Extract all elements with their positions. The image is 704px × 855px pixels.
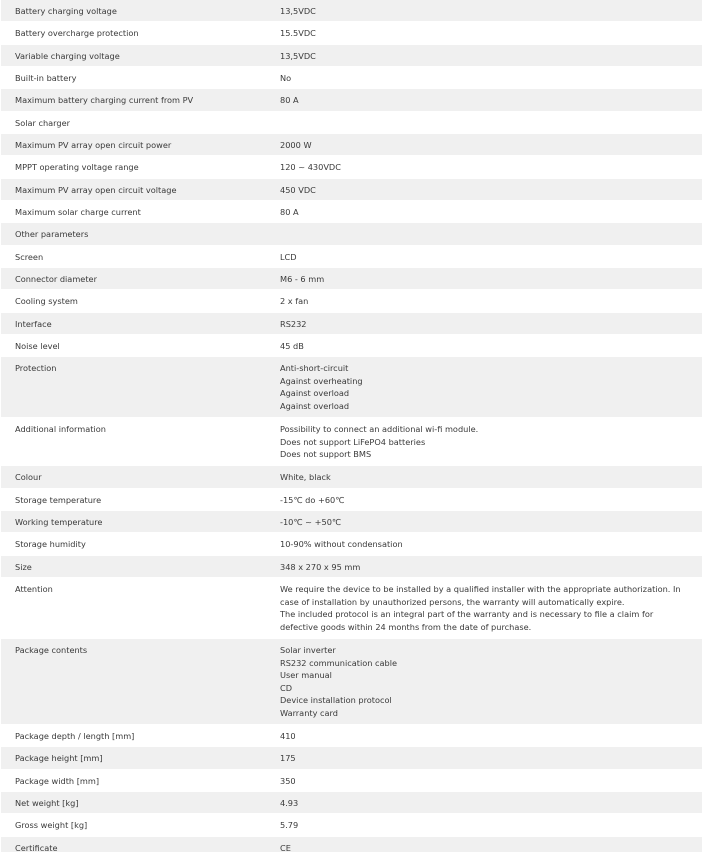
spec-value <box>280 67 702 88</box>
spec-value <box>280 357 702 417</box>
spec-value <box>280 837 702 852</box>
spec-label: Net weight [kg] <box>15 798 79 808</box>
table-row <box>1 556 702 578</box>
spec-value-line: 410 <box>280 731 296 741</box>
spec-label: Package width [mm] <box>15 776 100 786</box>
spec-label: Working temperature <box>15 517 103 527</box>
spec-value-line: 13,5VDC <box>280 6 316 16</box>
spec-value-line: Against overload <box>280 400 350 411</box>
spec-value-line: -15℃ do +60℃ <box>280 495 345 505</box>
spec-label: Screen <box>15 252 44 262</box>
spec-value <box>280 814 702 836</box>
spec-value-line: Anti-short-circuit <box>280 363 349 373</box>
spec-label: Package contents <box>15 645 88 655</box>
spec-value-line: 348 x 270 x 95 mm <box>280 562 361 572</box>
spec-value <box>280 335 702 356</box>
spec-label: Noise level <box>15 341 60 351</box>
table-row <box>1 22 702 45</box>
spec-value-line: M6 - 6 mm <box>280 274 325 284</box>
table-row <box>1 201 702 223</box>
spec-value <box>280 45 702 66</box>
spec-value <box>280 578 702 638</box>
spec-value-line: 175 <box>280 753 296 763</box>
spec-value <box>280 201 702 222</box>
table-row <box>1 511 702 533</box>
spec-label: Built-in battery <box>15 73 77 83</box>
spec-value-line: Warranty card <box>280 707 338 718</box>
spec-value <box>280 0 702 21</box>
spec-value <box>280 134 702 155</box>
spec-value <box>280 489 702 510</box>
spec-label: Attention <box>15 584 53 594</box>
spec-label: Cooling system <box>15 296 78 306</box>
spec-value-line: Device installation protocol <box>280 695 392 706</box>
spec-value-line: RS232 communication cable <box>280 657 398 668</box>
table-row <box>1 837 702 853</box>
spec-label: Protection <box>15 363 57 373</box>
spec-label: Storage humidity <box>15 539 86 549</box>
spec-label: Battery overcharge protection <box>15 28 139 38</box>
spec-value <box>280 89 702 111</box>
spec-label: Maximum battery charging current from PV <box>15 95 194 105</box>
spec-value-line: CE <box>280 843 291 853</box>
spec-value-line: RS232 <box>280 319 307 329</box>
spec-value <box>280 725 702 746</box>
table-row <box>1 223 702 246</box>
spec-value <box>280 466 702 488</box>
spec-label: Maximum PV array open circuit voltage <box>15 185 177 195</box>
spec-value-line: User manual <box>280 670 332 681</box>
spec-value <box>280 418 702 465</box>
table-row <box>1 335 702 357</box>
table-row <box>1 156 702 179</box>
spec-value-line: 2000 W <box>280 140 312 150</box>
spec-label: Other parameters <box>15 229 89 239</box>
spec-value <box>280 268 702 289</box>
spec-label: Certificate <box>15 843 58 853</box>
table-row <box>1 578 702 639</box>
spec-label: Package height [mm] <box>15 753 103 763</box>
table-row <box>1 770 702 792</box>
spec-value <box>280 112 702 133</box>
spec-value <box>280 290 702 312</box>
spec-label: Size <box>15 562 32 572</box>
spec-label: Battery charging voltage <box>15 6 117 16</box>
table-row <box>1 246 702 268</box>
spec-label: Gross weight [kg] <box>15 820 88 830</box>
spec-label: Interface <box>15 319 52 329</box>
spec-label: Maximum PV array open circuit power <box>15 140 172 150</box>
spec-value-line: 5.79 <box>280 820 299 830</box>
spec-value-paragraph: The included protocol is an integral part of the warranty and is necessary to file a claim for defective goods within 24 months from the date of purchase. <box>280 609 654 632</box>
spec-value-line: Does not support LiFePO4 batteries <box>280 436 426 447</box>
spec-value <box>280 313 702 334</box>
spec-value-line: 350 <box>280 776 296 786</box>
table-row <box>1 792 702 814</box>
table-row <box>1 67 702 89</box>
spec-value <box>280 156 702 178</box>
table-row <box>1 179 702 201</box>
spec-value-line: 4.93 <box>280 798 299 808</box>
spec-value <box>280 533 702 555</box>
spec-value-line: 10-90% without condensation <box>280 539 403 549</box>
spec-label: Connector diameter <box>15 274 97 284</box>
spec-value-line: Does not support BMS <box>280 449 372 460</box>
spec-value <box>280 747 702 769</box>
spec-value-line: 2 x fan <box>280 296 309 306</box>
spec-value-line: Solar inverter <box>280 645 336 655</box>
spec-value <box>280 770 702 791</box>
table-row <box>1 313 702 335</box>
table-row <box>1 112 702 134</box>
table-row <box>1 489 702 511</box>
table-row <box>1 290 702 313</box>
table-row <box>1 89 702 112</box>
spec-value-line: 80 A <box>280 95 299 105</box>
spec-label: Package depth / length [mm] <box>15 731 135 741</box>
table-row <box>1 418 702 466</box>
spec-value-line: CD <box>280 682 293 693</box>
table-row <box>1 725 702 747</box>
spec-value-line: 450 VDC <box>280 185 316 195</box>
table-row <box>1 45 702 67</box>
spec-label: Storage temperature <box>15 495 102 505</box>
spec-value <box>280 22 702 44</box>
table-row <box>1 466 702 489</box>
spec-value-line: 120 ~ 430VDC <box>280 162 341 172</box>
spec-value-line: Against overheating <box>280 375 363 386</box>
spec-value-line: No <box>280 73 292 83</box>
spec-label: Maximum solar charge current <box>15 207 141 217</box>
spec-value-line: 15.5VDC <box>280 28 316 38</box>
spec-label: Solar charger <box>15 118 70 128</box>
spec-label: Variable charging voltage <box>15 51 120 61</box>
spec-value <box>280 246 702 267</box>
spec-value-line: 80 A <box>280 207 299 217</box>
spec-value-line: -10℃ ~ +50℃ <box>280 517 342 527</box>
spec-value-line: White, black <box>280 472 331 482</box>
table-row <box>1 639 702 725</box>
spec-value-line: Against overload <box>280 388 350 399</box>
table-row <box>1 533 702 556</box>
spec-value-line: 13,5VDC <box>280 51 316 61</box>
table-row <box>1 134 702 156</box>
spec-value-line: 45 dB <box>280 341 304 351</box>
spec-value <box>280 179 702 200</box>
spec-value <box>280 223 702 245</box>
table-row <box>1 814 702 837</box>
spec-value <box>280 792 702 813</box>
table-row <box>1 747 702 770</box>
spec-value <box>280 639 702 724</box>
spec-label: Additional information <box>15 424 106 434</box>
spec-value-paragraph: We require the device to be installed by a qualified installer with the appropriate authorization. In case of installation by unauthorized persons, the warranty will automatically expire. <box>280 584 681 607</box>
table-row <box>1 357 702 418</box>
table-row <box>1 268 702 290</box>
spec-label: Colour <box>15 472 42 482</box>
spec-label: MPPT operating voltage range <box>15 162 139 172</box>
spec-value <box>280 556 702 577</box>
spec-value <box>280 511 702 532</box>
spec-table <box>1 0 702 853</box>
spec-value-line: Possibility to connect an additional wi-fi module. <box>280 424 479 434</box>
table-row <box>1 0 702 22</box>
spec-value-line: LCD <box>280 252 297 262</box>
